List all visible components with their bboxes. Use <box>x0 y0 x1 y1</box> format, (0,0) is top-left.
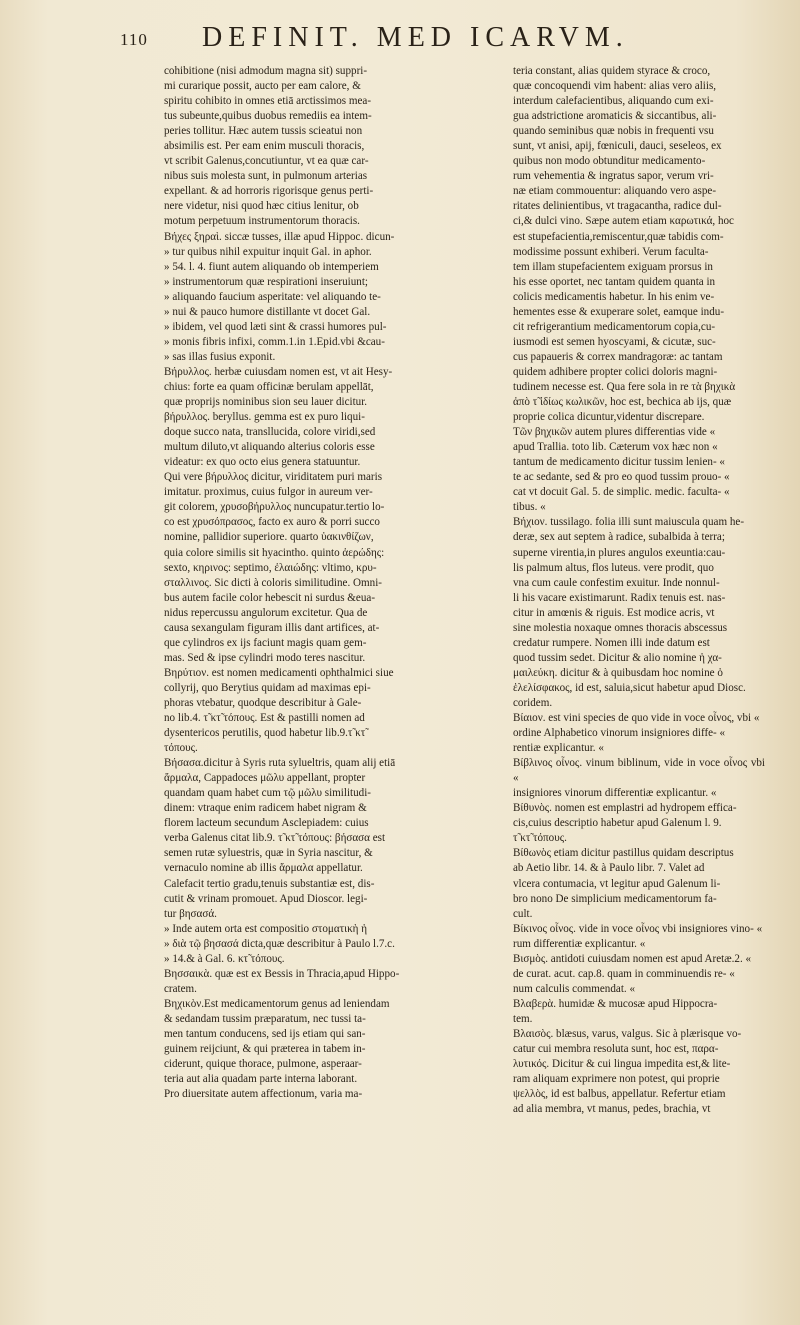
text-line: quod tussim sedet. Dicitur & alio nomine ἡ χα- <box>513 651 722 664</box>
text-line: bus autem facile color hebescit ni surdus &eua- <box>164 591 376 604</box>
text-line: sine molestia noxaque omnes thoracis abscessus <box>513 621 728 634</box>
text-line: & sedandam tussim præparatum, nec tussi ta- <box>164 1012 366 1025</box>
text-line: superne virentia,in plures angulos exeuntia:cau- <box>513 546 726 559</box>
text-line: ψελλὸς, id est balbus, appellatur. Refertur etiam <box>513 1088 726 1101</box>
text-line: » ibidem, vel quod læti sint & crassi humores pul- <box>164 320 387 333</box>
text-line: mi curarique possit, aucto per eam calore, & <box>164 80 361 93</box>
text-line: sexto, κηρινος: septimo, ἐλαιώδης: vltimo, κρυ- <box>164 561 377 574</box>
text-line: Βησσαικὰ. quæ est ex Bessis in Thracia,apud Hippo- <box>164 967 400 980</box>
text-line: spiritu cohibito in omnes etiā arctissimos mea- <box>164 95 372 108</box>
text-line: que cylindros ex ijs faciunt magis quam gem- <box>164 636 367 649</box>
text-line: Βίβλινος οἶνος. vinum biblinum, vide in voce οἶνος vbi « <box>513 757 765 785</box>
text-line: rum differentiæ explicantur. « <box>513 937 646 950</box>
text-line: » nui & pauco humore distillante vt docet Gal. <box>164 305 371 318</box>
text-line: vna cum caule confestim exuitur. Inde nonnul- <box>513 576 720 589</box>
text-line: » διὰ τῷ βησασά dicta,quæ describitur à Paulo l.7.c. <box>164 937 395 950</box>
text-line: Βισμὸς. antidoti cuiusdam nomen est apud Aretæ.2. « <box>513 952 752 965</box>
text-line: de curat. acut. cap.8. quam in comminuendis re- « <box>513 967 735 980</box>
text-line: quando seminibus quæ nobis in frequenti vsu <box>513 125 714 138</box>
text-line: his esse oportet, nec tantam quidem quanta in <box>513 275 716 288</box>
text-line: sunt, vt anisi, apij, fœniculi, dauci, seseleos, ex <box>513 140 722 153</box>
text-line: videatur: ex quo octo eius genera statuuntur. <box>164 456 361 469</box>
text-line: apud Trallia. toto lib. Cæterum vox hæc non « <box>513 441 718 454</box>
text-line: phoras vtebatur, quodque describitur à Gale- <box>164 696 362 709</box>
text-line: Βίθυνὸς. nomen est emplastri ad hydropem effica- <box>513 802 737 815</box>
text-line: ἀπὸ τ̃ ἰδίως κωλικῶν, hoc est, bechica ab ijs, quæ <box>513 396 732 409</box>
text-line: λυτικός. Dicitur & cui lingua impedita est,& lite- <box>513 1058 731 1071</box>
text-line: tudinem necesse est. Qua fere sola in re τὰ βηχικὰ <box>513 380 736 393</box>
text-line: Calefacit tertio gradu,tenuis substantiæ est, dis- <box>164 877 375 890</box>
left-text-column <box>164 64 489 1102</box>
text-line: credatur rumpere. Nomen illi inde datum est <box>513 636 710 649</box>
text-line: Βίθωνὸς etiam dicitur pastillus quidam descriptus <box>513 847 734 860</box>
text-line: ἑλελίσφακος, id est, saluia,sicut habetur apud Diosc. <box>513 681 746 694</box>
text-line: guinem reijciunt, & qui præterea in tabem in- <box>164 1043 366 1056</box>
text-line: multum diluto,vt aliquando alterius coloris esse <box>164 441 375 454</box>
text-line: iusmodi est semen hyoscyami, & cicutæ, suc- <box>513 335 716 348</box>
text-line: coridem. <box>513 696 553 709</box>
text-line: git colorem, χρυσοβήρυλλος nuncupatur.tertio lo- <box>164 501 385 514</box>
text-line: verba Galenus citat lib.9. τ̃ κτ̃ τόπους: βήσασα est <box>164 832 386 845</box>
text-line: hementes esse & exuperare solet, eamque indu- <box>513 305 725 318</box>
text-line: motum perpetuum instrumentorum thoracis. <box>164 215 360 228</box>
text-line: teria aut alia quadam parte interna laborant. <box>164 1073 358 1086</box>
text-line: tem. <box>513 1012 533 1025</box>
text-line: tus subeunte,quibus duobus remediis ea intem- <box>164 110 372 123</box>
text-line: collyrij, quo Berytius quidam ad maximas epi- <box>164 681 371 694</box>
text-line: Βηρύτιον. est nomen medicamenti ophthalmici siue <box>164 666 394 679</box>
text-line: ram aliquam exprimere non potest, qui proprie <box>513 1073 720 1086</box>
text-line: rum vehementia & ingratus sapor, verum vri- <box>513 170 714 183</box>
text-line: gua adstrictione aromaticis & siccantibus, ali- <box>513 110 717 123</box>
text-line: ciderunt, quique thorace, pulmone, asperaar- <box>164 1058 362 1071</box>
text-line: florem lacteum secundum Asclepiadem: cuius <box>164 817 369 830</box>
text-line: bro nono De simplicium medicamentorum fa- <box>513 892 717 905</box>
text-line: nibus suis molesta sunt, in pulmonum arterias <box>164 170 368 183</box>
text-line: Βλαβερὰ. humidæ & mucosæ apud Hippocra- <box>513 997 718 1010</box>
text-line: nomine, pallidior superiore. quarto ὑακινθίζων, <box>164 531 374 544</box>
text-line: modissime possunt exhiberi. Verum faculta- <box>513 245 709 258</box>
page-header <box>120 16 780 56</box>
text-line: imitatur. proximus, cuius fulgor in aureum ver- <box>164 486 373 499</box>
text-line: num calculis commendat. « <box>513 982 635 995</box>
text-line: Βήχιον. tussilago. folia illi sunt maiuscula quam he- <box>513 516 745 529</box>
text-line: Βηχικὸν.Est medicamentorum genus ad leniendam <box>164 997 390 1010</box>
text-line: lis palmum altus, flos luteus. vere prodit, quo <box>513 561 714 574</box>
text-line: peries tollitur. Hæc autem tussis scieatui non <box>164 125 363 138</box>
text-line: nere videtur, nisi quod hæc citius lenitur, ob <box>164 200 359 213</box>
text-line: quandam quam habet cum τῷ μῶλυ similitudi- <box>164 787 371 800</box>
text-line: » aliquando faucium asperitate: vel aliquando te- <box>164 290 381 303</box>
text-line: te ac sedante, sed & pro eo quod tussim prouo- « <box>513 471 730 484</box>
text-line: vlcera contumacia, vt legitur apud Galenum li- <box>513 877 721 890</box>
text-line: quæ proprijs nominibus sion seu lauer dicitur. <box>164 396 368 409</box>
text-line: Pro diuersitate autem affectionum, varia ma- <box>164 1088 363 1101</box>
text-line: ad alia membra, vt manus, pedes, brachia, vt <box>513 1103 711 1116</box>
text-line: Qui vere βήρυλλος dicitur, viriditatem puri maris <box>164 471 383 484</box>
text-line: tantum de medicamento dicitur tussim lenien- « <box>513 456 725 469</box>
text-line: ritates delinientibus, vt tragacantha, radice dul- <box>513 200 722 213</box>
running-title: DEFINIT. MED ICARVM. <box>202 22 629 53</box>
text-line: citur in amœnis & riguis. Est modice acris, vt <box>513 606 715 619</box>
text-line: cohibitione (nisi admodum magna sit) suppri- <box>164 65 368 77</box>
text-line: » 14.& à Gal. 6. κτ̃ τόπους. <box>164 952 285 965</box>
text-line: ab Aetio libr. 14. & à Paulo libr. 7. Valet ad <box>513 862 705 875</box>
text-line: vernaculo nomine ab illis ἄρμαλα appellatur. <box>164 862 363 875</box>
text-line: » 54. l. 4. fiunt autem aliquando ob intemperiem <box>164 260 379 273</box>
text-line: tem illam stupefacientem exiguam prorsus in <box>513 260 713 273</box>
text-line: li his vacare existimarunt. Radix tenuis est. nas- <box>513 591 726 604</box>
text-line: Βήσασα.dicitur à Syris ruta sylueltris, quam alij etiā <box>164 757 396 770</box>
text-line: colicis medicamentis habetur. In his enim ve- <box>513 290 715 303</box>
text-line: tibus. « <box>513 501 546 514</box>
text-line: quæ concoquendi vim habent: alias vero aliis, <box>513 80 717 93</box>
text-line: est stupefacientia,remiscentur,quæ tabidis com- <box>513 230 724 243</box>
text-line: tur βησασά. <box>164 907 217 920</box>
text-line: cat vt docuit Gal. 5. de simplic. medic. faculta- « <box>513 486 730 499</box>
text-line: ci,& dulci vino. Sæpe autem etiam καρωτικά, hoc <box>513 215 734 228</box>
text-line: causa sexangulam figuram illis dant artifices, at- <box>164 621 380 634</box>
text-line: quidem adhibere propter colici doloris magni- <box>513 365 718 378</box>
text-line: cratem. <box>164 982 197 995</box>
text-line: cit refrigerantium medicamentorum copia,cu- <box>513 320 716 333</box>
text-line: expellant. & ad horroris rigorisque genus perti- <box>164 185 374 198</box>
text-line: quia colore similis sit hyacintho. quinto ἀερώδης: <box>164 546 385 559</box>
text-line: cis,cuius descriptio habetur apud Galenum l. 9. <box>513 817 722 830</box>
text-line: cutit & vrinam promouet. Apud Dioscor. legi- <box>164 892 368 905</box>
page-number: 110 <box>120 30 148 49</box>
text-line: τόπους. <box>164 742 198 755</box>
text-line: σταλλινος. Sic dicti à coloris similitudine. Omni- <box>164 576 382 589</box>
text-line: ordine Alphabetico vinorum insigniores diffe- « <box>513 727 726 740</box>
text-line: Τῶν βηχικῶν autem plures differentias vide « <box>513 426 716 439</box>
right-text-column <box>513 64 765 1117</box>
text-line: Βήρυλλος. herbæ cuiusdam nomen est, vt ait Hesy- <box>164 365 393 378</box>
text-line: semen rutæ syluestris, quæ in Syria nascitur, & <box>164 847 373 860</box>
text-line: næ etiam commouentur: aliquando vero aspe- <box>513 185 717 198</box>
text-line: cus papaueris & correx mandragoræ: ac tantam <box>513 350 723 363</box>
text-line: men tantum conducens, sed ijs etiam qui san- <box>164 1028 366 1040</box>
text-line: τ̃ κτ̃ τόπους. <box>513 832 567 845</box>
text-line: nidus repercussu angulorum excitetur. Qua de <box>164 606 368 619</box>
text-line: mas. Sed & ipse cylindri modo teres nascitur. <box>164 651 366 664</box>
text-line: no lib.4. τ̃ κτ̃ τόπους. Est & pastilli nomen ad <box>164 712 365 725</box>
text-line: chius: forte ea quam officinæ berulam appellāt, <box>164 380 374 393</box>
text-line: Βίαιον. est vini species de quo vide in voce οἶνος, vbi « <box>513 712 760 725</box>
text-line: dinem: vtraque enim radicem habet nigram & <box>164 802 367 815</box>
text-line: Βίκινος οἶνος. vide in voce οἶνος vbi insigniores vino- « <box>513 922 763 935</box>
text-line: vt scribit Galenus,concutiuntur, vt ea quæ car- <box>164 155 369 168</box>
text-line: rentiæ explicantur. « <box>513 742 604 755</box>
text-line: interdum calefacientibus, aliquando cum exi- <box>513 95 714 108</box>
text-line: proprie colica dicuntur,videntur discrepare. <box>513 411 705 424</box>
text-line: absimilis est. Per eam enim musculi thoracis, <box>164 140 365 153</box>
text-line: » instrumentorum quæ respirationi inseruiunt; <box>164 275 368 288</box>
text-line: » tur quibus nihil expuitur inquit Gal. in aphor. <box>164 245 372 258</box>
text-line: insigniores vinorum differentiæ explicantur. « <box>513 787 717 800</box>
text-line: Βλαισὸς. blæsus, varus, valgus. Sic à plærisque vo- <box>513 1028 742 1040</box>
text-line: ἄρμαλα, Cappadoces μῶλυ appellant, propter <box>164 772 366 785</box>
text-line: μαιλεύκη. dicitur & à quibusdam hoc nomine ὁ <box>513 666 723 679</box>
text-line: catur cui membra resoluta sunt, hoc est, παρα- <box>513 1043 719 1056</box>
text-line: teria constant, alias quidem styrace & croco, <box>513 65 711 77</box>
text-line: » Inde autem orta est compositio στοματικὴ ἡ <box>164 922 368 935</box>
text-line: quibus non modo obtunditur medicamento- <box>513 155 706 168</box>
text-line: βήρυλλος. beryllus. gemma est ex puro liqui- <box>164 411 365 424</box>
text-line: deræ, sex aut septem à radice, subalbida à terra; <box>513 531 725 544</box>
text-line: » sas illas fusius exponit. <box>164 350 276 363</box>
text-line: dysentericos perutilis, quod habetur lib.9.τ̃ κτ̃ <box>164 727 366 740</box>
text-line: doque succo nata, transllucida, colore viridi,sed <box>164 426 376 439</box>
text-line: Βήχες ξηραὶ. siccæ tusses, illæ apud Hippoc. dicun- <box>164 230 395 243</box>
text-line: cult. <box>513 907 533 920</box>
text-line: » monis fibris infixi, comm.1.in 1.Epid.vbi &cau- <box>164 335 385 348</box>
text-line: co est χρυσόπρασος, facto ex auro & porri succo <box>164 516 380 529</box>
